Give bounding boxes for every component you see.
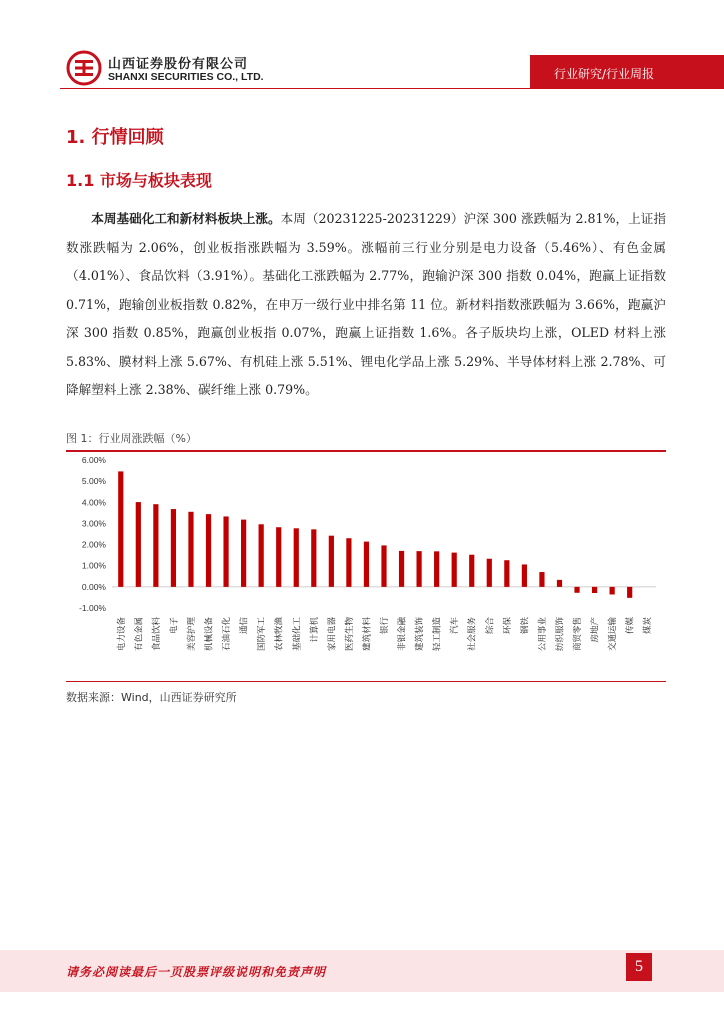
company-name-en: SHANXI SECURITIES CO., LTD. bbox=[108, 71, 264, 83]
bar-15 bbox=[364, 542, 369, 587]
category-label: 房地产 bbox=[590, 617, 601, 643]
bar-2 bbox=[136, 502, 141, 587]
bar-3 bbox=[153, 504, 158, 587]
category-label: 纺织服饰 bbox=[555, 617, 566, 652]
bar-12 bbox=[311, 529, 316, 587]
body-text: 本周（20231225-20231229）沪深 300 涨跌幅为 2.81%，上证指数涨跌幅为 2.06%，创业板指涨跌幅为 3.59%。涨幅前三行业分别是电力设备（5.46%）、有色金属（4.01%）、食品饮料（3.91%）。基础化工涨跌幅为 2.77%，跑输沪深 300 指数 0.04%，跑赢上证指数 0.71%，跑输创业板指数 0.82%，在申万一级行业中排名第 11 位。新材料指数涨跌幅为 3.66%，跑赢沪深 300 指数 0.85%，跑赢创业板指 0.07%，跑赢上证指数 1.6%。各子版块均上涨，OLED 材料上涨 5.83%、膜材料上涨 5.67%、有机硅上涨 5.51%、锂电化学品上涨 5.29%、半导体材料上涨 2.78%、可降解塑料上涨 2.38%、碳纤维上涨 0.79%。 bbox=[66, 211, 667, 397]
category-label: 机械设备 bbox=[204, 617, 215, 652]
category-label: 传媒 bbox=[625, 617, 636, 635]
category-label: 商贸零售 bbox=[573, 617, 584, 652]
category-label: 食品饮料 bbox=[151, 617, 162, 652]
figure-source: 数据来源：Wind，山西证券研究所 bbox=[66, 691, 237, 704]
bar-10 bbox=[276, 527, 281, 587]
y-tick-label: 4.00% bbox=[81, 497, 106, 508]
figure-top-rule bbox=[66, 450, 666, 452]
bar-11 bbox=[294, 528, 299, 587]
bar-14 bbox=[346, 538, 351, 587]
bar-4 bbox=[171, 509, 176, 587]
category-label: 银行 bbox=[380, 617, 390, 635]
y-tick-label: 0.00% bbox=[81, 581, 106, 592]
bar-9 bbox=[259, 524, 264, 587]
category-label: 交通运输 bbox=[608, 617, 619, 652]
bar-6 bbox=[206, 514, 211, 587]
category-label: 美容护理 bbox=[186, 617, 197, 652]
category-label: 通信 bbox=[239, 617, 250, 635]
page-footer bbox=[0, 950, 724, 992]
category-label: 家用电器 bbox=[327, 617, 338, 652]
category-label: 社会服务 bbox=[467, 617, 478, 652]
bar-29 bbox=[610, 587, 615, 595]
bar-20 bbox=[452, 553, 457, 587]
category-label: 有色金属 bbox=[134, 617, 145, 652]
report-type-badge bbox=[530, 55, 724, 89]
category-label: 轻工制造 bbox=[432, 617, 443, 652]
lead-sentence: 本周基础化工和新材料板块上涨。 bbox=[91, 211, 281, 226]
disclaimer-notice: 请务必阅读最后一页股票评级说明和免责声明 bbox=[66, 965, 327, 979]
page-header bbox=[0, 0, 724, 100]
bar-1 bbox=[118, 471, 123, 586]
bar-30 bbox=[627, 587, 632, 598]
bar-16 bbox=[381, 545, 386, 586]
figure-bottom-rule bbox=[66, 681, 666, 682]
bar-23 bbox=[504, 560, 509, 587]
category-label: 综合 bbox=[485, 617, 496, 635]
bar-13 bbox=[329, 536, 334, 587]
bar-17 bbox=[399, 551, 404, 587]
industry-weekly-change-chart bbox=[66, 454, 666, 680]
category-label: 医药生物 bbox=[344, 617, 355, 652]
y-tick-label: 1.00% bbox=[81, 560, 106, 571]
bar-25 bbox=[539, 572, 544, 587]
category-label: 建筑材料 bbox=[362, 617, 373, 652]
category-label: 国防军工 bbox=[257, 617, 268, 652]
bar-27 bbox=[574, 587, 579, 593]
bar-22 bbox=[487, 559, 492, 587]
page-number: 5 bbox=[626, 953, 652, 981]
figure-title: 图 1：行业周涨跌幅（%） bbox=[66, 432, 197, 445]
category-label: 煤炭 bbox=[643, 617, 654, 635]
bar-24 bbox=[522, 564, 527, 586]
section-heading: 1. 行情回顾 bbox=[66, 127, 164, 148]
category-label: 电力设备 bbox=[116, 617, 127, 652]
company-name-cn: 山西证券股份有限公司 bbox=[108, 57, 249, 72]
category-label: 汽车 bbox=[450, 617, 461, 635]
category-label: 非银金融 bbox=[397, 617, 408, 652]
category-label: 石油石化 bbox=[222, 617, 233, 652]
bar-7 bbox=[223, 516, 228, 586]
category-label: 公用事业 bbox=[537, 617, 548, 652]
bar-19 bbox=[434, 551, 439, 587]
y-tick-label: -1.00% bbox=[79, 603, 106, 613]
header-divider bbox=[60, 88, 530, 89]
y-tick-label: 5.00% bbox=[81, 476, 106, 487]
subsection-heading: 1.1 市场与板块表现 bbox=[66, 171, 212, 190]
category-label: 建筑装饰 bbox=[415, 617, 426, 652]
y-tick-label: 2.00% bbox=[81, 539, 106, 550]
report-type-label: 行业研究/行业周报 bbox=[554, 67, 655, 81]
bar-26 bbox=[557, 580, 562, 587]
y-tick-label: 3.00% bbox=[81, 518, 106, 529]
company-logo-icon bbox=[66, 50, 102, 86]
category-label: 电子 bbox=[169, 617, 180, 635]
bar-18 bbox=[416, 551, 421, 587]
y-tick-label: 6.00% bbox=[81, 455, 106, 465]
body-paragraph bbox=[66, 205, 666, 405]
category-label: 农林牧渔 bbox=[274, 617, 285, 652]
bar-5 bbox=[188, 512, 193, 587]
category-label: 基础化工 bbox=[292, 617, 303, 652]
bar-21 bbox=[469, 555, 474, 587]
bar-28 bbox=[592, 587, 597, 593]
category-label: 钢铁 bbox=[520, 617, 531, 635]
bar-8 bbox=[241, 520, 246, 587]
category-label: 计算机 bbox=[309, 617, 320, 643]
category-label: 环保 bbox=[502, 617, 513, 635]
